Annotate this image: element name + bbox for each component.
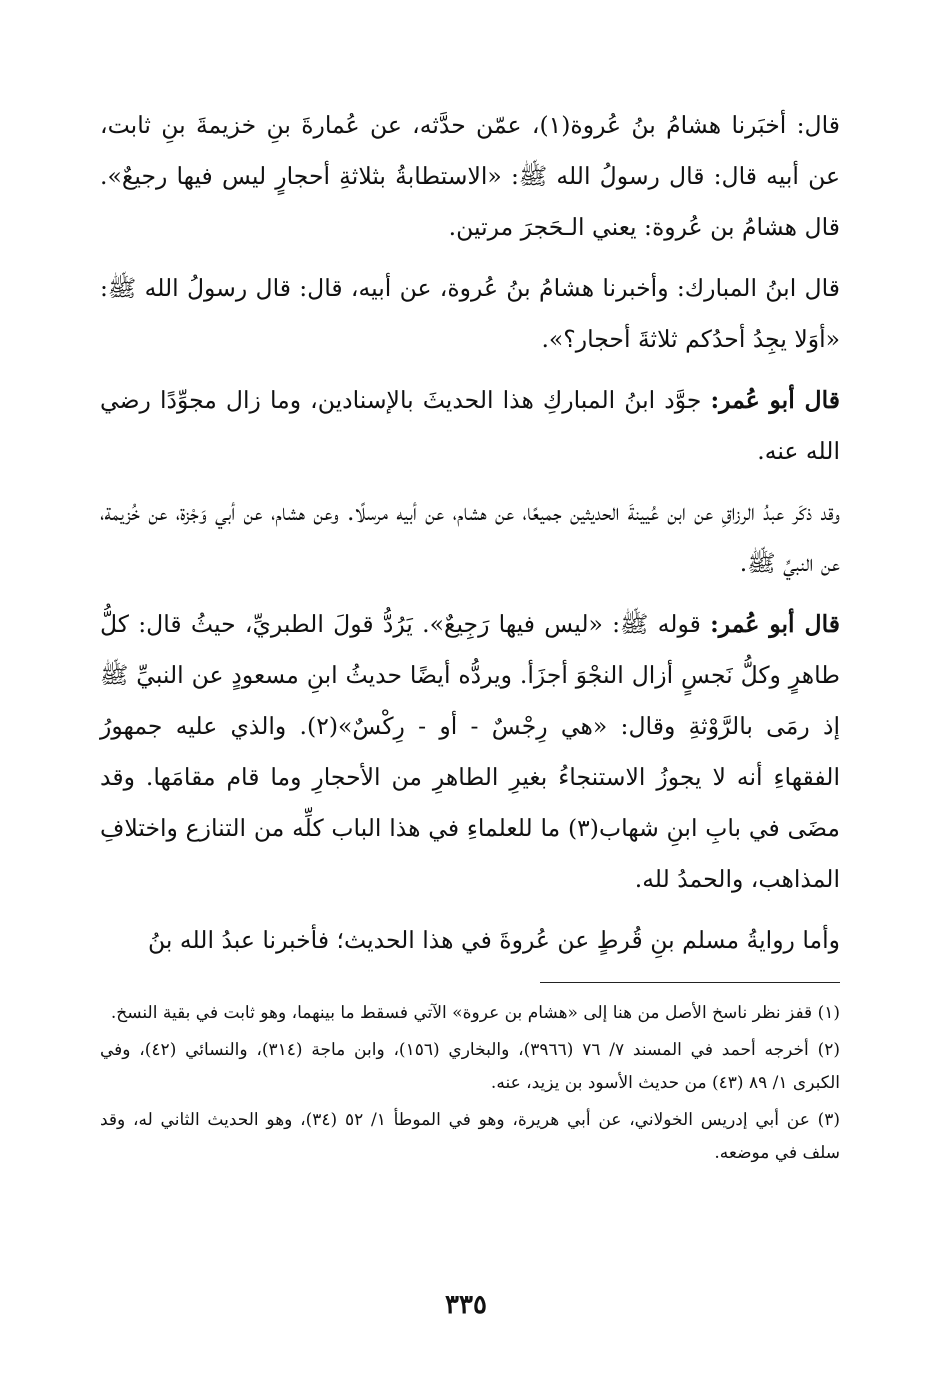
footnote-1: (١) قفز نظر ناسخ الأصل من هنا إلى «هشام بن عروة» الآتي فسقط ما بينهما، وهو ثابت في بقية النسخ. <box>110 1003 840 1023</box>
paragraph-4 <box>100 487 840 589</box>
body-text <box>100 100 840 966</box>
footnote-divider <box>540 982 840 983</box>
paragraph-text: قوله ﷺ: «ليس فيها رَجِيعٌ». يَرُدُّ قولَ الطبريِّ، حيثُ قال: كلُّ طاهرٍ وكلُّ نَجسٍ أزال النجْوَ أجزَأ. ويردُّه أيضًا حديثُ ابنِ مسعودٍ عن النبيِّ ﷺ إذ رمَى بالرَّوْثةِ وقال: «هي رِجْسٌ - أو - رِكْسٌ»(٢). والذي عليه جمهورُ الفقهاءِ أنه لا يجوزُ الاستنجاءُ بغيرِ الطاهرِ من الأحجارِ وما قام مقامَها. وقد مضَى في بابِ ابنِ شهاب(٣) ما للعلماءِ في هذا الباب كلِّه من التنازع واختلافِ المذاهب، والحمدُ لله. <box>100 610 841 893</box>
paragraph-speaker: قال أبو عُمر: <box>710 386 840 414</box>
paragraph-text: قال ابنُ المبارك: وأخبرنا هشامُ بنُ عُروة، عن أبيه، قال: قال رسولُ الله ﷺ: «أوَلا يجِدُ أحدُكم ثلاثةَ أحجار؟». <box>100 274 840 353</box>
paragraph-text: وأما روايةُ مسلم بنِ قُرطٍ عن عُروةَ في هذا الحديث؛ فأخبرنا عبدُ الله بنُ <box>148 926 840 954</box>
paragraph-5 <box>100 599 840 905</box>
footnotes <box>100 997 840 1170</box>
page-number: ٣٣٥ <box>445 1290 487 1320</box>
paragraph-speaker: قال أبو عُمر: <box>710 610 840 638</box>
paragraph-text: جوَّد ابنُ المباركِ هذا الحديثَ بالإسنادين، وما زال مجوِّدًا رضي الله عنه. <box>100 386 840 465</box>
footnote-2: (٢) أخرجه أحمد في المسند ٧/ ٧٦ (٣٩٦٦)، والبخاري (١٥٦)، وابن ماجة (٣١٤)، والنسائي (٤٢)، وفي الكبرى ١/ ٨٩ (٤٣) من حديث الأسود بن يزيد، عنه. <box>100 1040 840 1093</box>
paragraph-6 <box>100 915 840 966</box>
footnote-3: (٣) عن أبي إدريس الخولاني، عن أبي هريرة، وهو في الموطأ ١/ ٥٢ (٣٤)، وهو الحديث الثاني له، وقد سلف في موضعه. <box>100 1110 841 1163</box>
page <box>100 100 840 1174</box>
paragraph-1 <box>100 100 840 253</box>
paragraph-2 <box>100 263 840 365</box>
paragraph-text: قال: أخبَرنا هشامُ بنُ عُروة(١)، عمّن حدَّثه، عن عُمارةَ بنِ خزيمةَ بنِ ثابت، عن أبيه قال: قال رسولُ الله ﷺ: «الاستطابةُ بثلاثةِ أحجارٍ ليس فيها رجيعٌ». قال هشامُ بن عُروة: يعني الـحَجرَ مرتين. <box>100 111 840 241</box>
paragraph-3 <box>100 375 840 477</box>
paragraph-text: وقد ذكَر عبدُ الرزاقِ عن ابن عُيينةَ الحديثين جميعًا، عن هشام، عن أبيه مرسلًا. وعن هشام، عن أبي وَجْزة، عن خُزيمة، عن النبيِّ ﷺ. <box>100 498 840 577</box>
